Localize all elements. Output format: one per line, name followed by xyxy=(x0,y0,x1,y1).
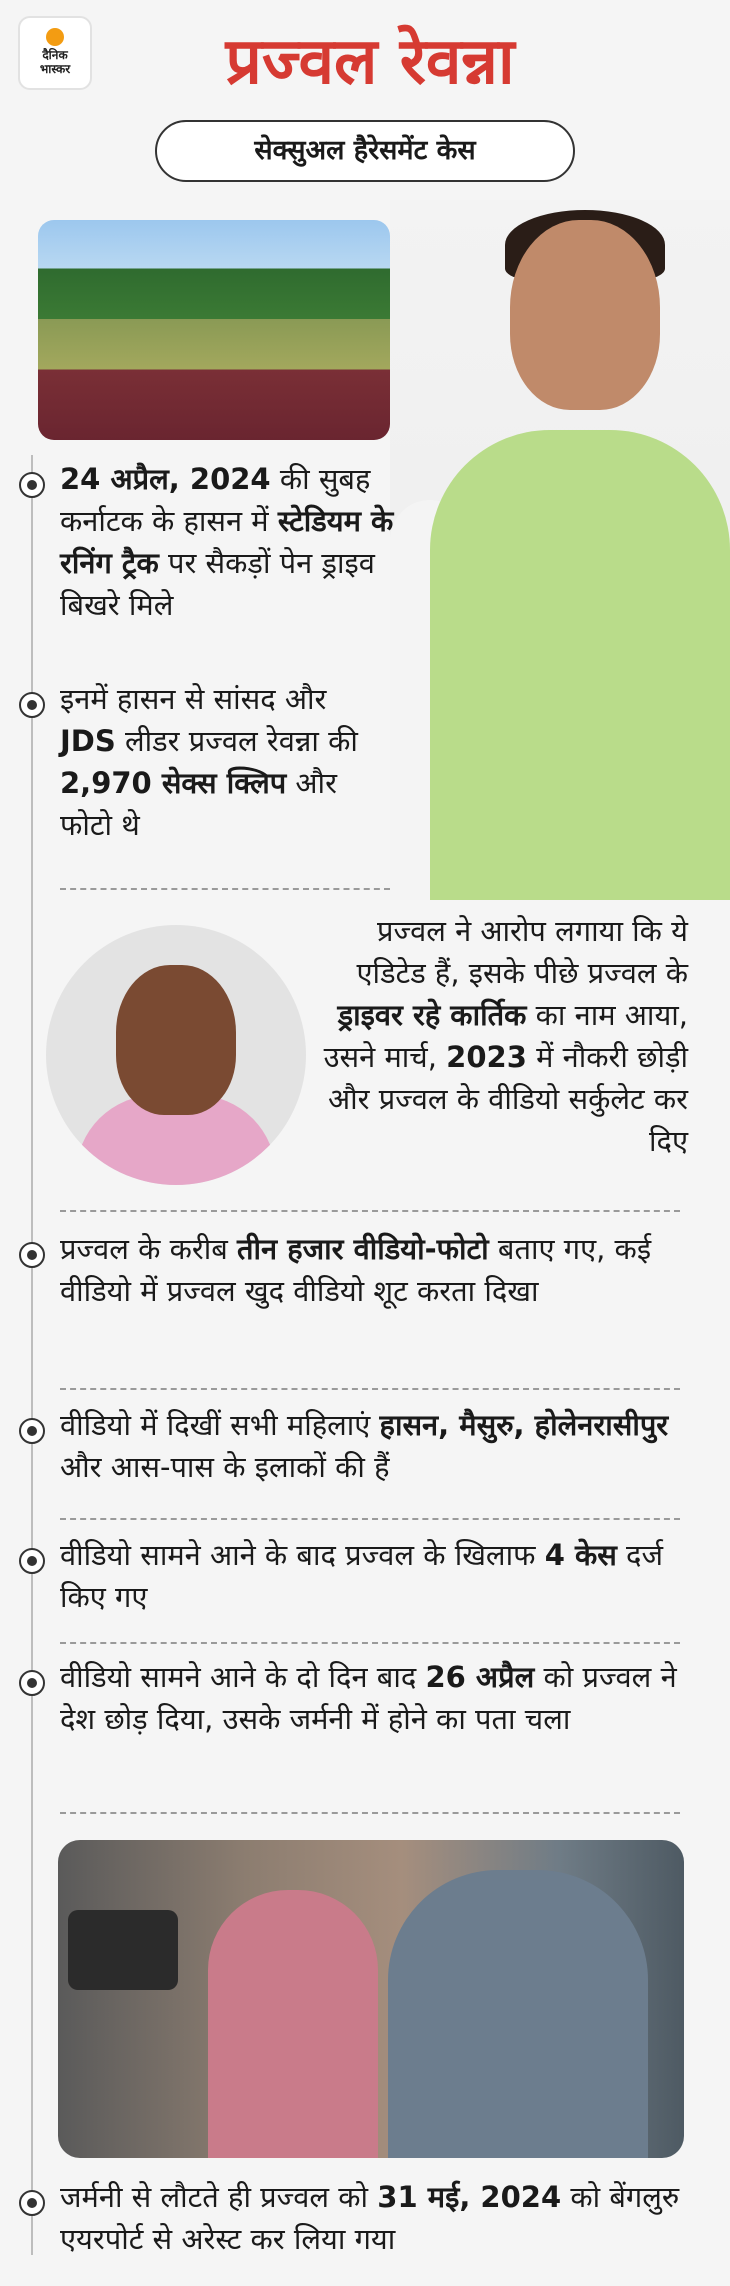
timeline-bullet xyxy=(19,1418,45,1444)
arrest-photo xyxy=(58,1840,684,2158)
logo-sun-icon xyxy=(46,28,64,46)
timeline-item-1: 24 अप्रैल, 2024 की सुबह कर्नाटक के हासन में स्टेडियम के रनिंग ट्रैक पर सैकड़ों पेन ड्राइव बिखरे मिले xyxy=(60,462,394,622)
stadium-photo xyxy=(38,220,390,440)
logo-line-1: दैनिक xyxy=(42,48,68,62)
timeline-item-3: प्रज्वल ने आरोप लगाया कि ये एडिटेड हैं, इसके पीछे प्रज्वल के ड्राइवर रहे कार्तिक का नाम आया, उसने मार्च, 2023 में नौकरी छोड़ी और प्रज्वल के वीडियो सर्कुलेट कर दिए xyxy=(323,914,688,1158)
driver-photo xyxy=(46,925,306,1185)
page-title: प्रज्वल रेवन्ना xyxy=(225,25,515,99)
timeline-bullet xyxy=(19,2190,45,2216)
timeline-bullet xyxy=(19,1670,45,1696)
dainik-bhaskar-logo xyxy=(18,16,92,90)
divider xyxy=(60,1210,680,1212)
prajwal-photo xyxy=(390,200,730,900)
divider xyxy=(60,1388,680,1390)
divider xyxy=(60,888,390,890)
timeline-bullet xyxy=(19,692,45,718)
divider xyxy=(60,1642,680,1644)
timeline-bullet xyxy=(19,1548,45,1574)
timeline-line xyxy=(31,455,33,2255)
timeline-item-5: वीडियो में दिखीं सभी महिलाएं हासन, मैसुरु, होलेनरासीपुर और आस-पास के इलाकों की हैं xyxy=(60,1408,669,1484)
page-subtitle: सेक्सुअल हैरेसमेंट केस xyxy=(155,120,575,182)
timeline-bullet xyxy=(19,472,45,498)
timeline-bullet xyxy=(19,1242,45,1268)
timeline-item-6: वीडियो सामने आने के बाद प्रज्वल के खिलाफ 4 केस दर्ज किए गए xyxy=(60,1538,663,1614)
divider xyxy=(60,1518,680,1520)
timeline-item-4: प्रज्वल के करीब तीन हजार वीडियो-फोटो बताए गए, कई वीडियो में प्रज्वल खुद वीडियो शूट करता दिखा xyxy=(60,1232,652,1308)
logo-line-2: भास्कर xyxy=(39,62,71,76)
divider xyxy=(60,1812,680,1814)
timeline-item-7: वीडियो सामने आने के दो दिन बाद 26 अप्रैल को प्रज्वल ने देश छोड़ दिया, उसके जर्मनी में होने का पता चला xyxy=(60,1660,677,1736)
timeline-item-2: इनमें हासन से सांसद और JDS लीडर प्रज्वल रेवन्ना की 2,970 सेक्स क्लिप और फोटो थे xyxy=(60,682,358,842)
timeline-item-8: जर्मनी से लौटते ही प्रज्वल को 31 मई, 2024 को बेंगलुरु एयरपोर्ट से अरेस्ट कर लिया गया xyxy=(60,2180,680,2256)
